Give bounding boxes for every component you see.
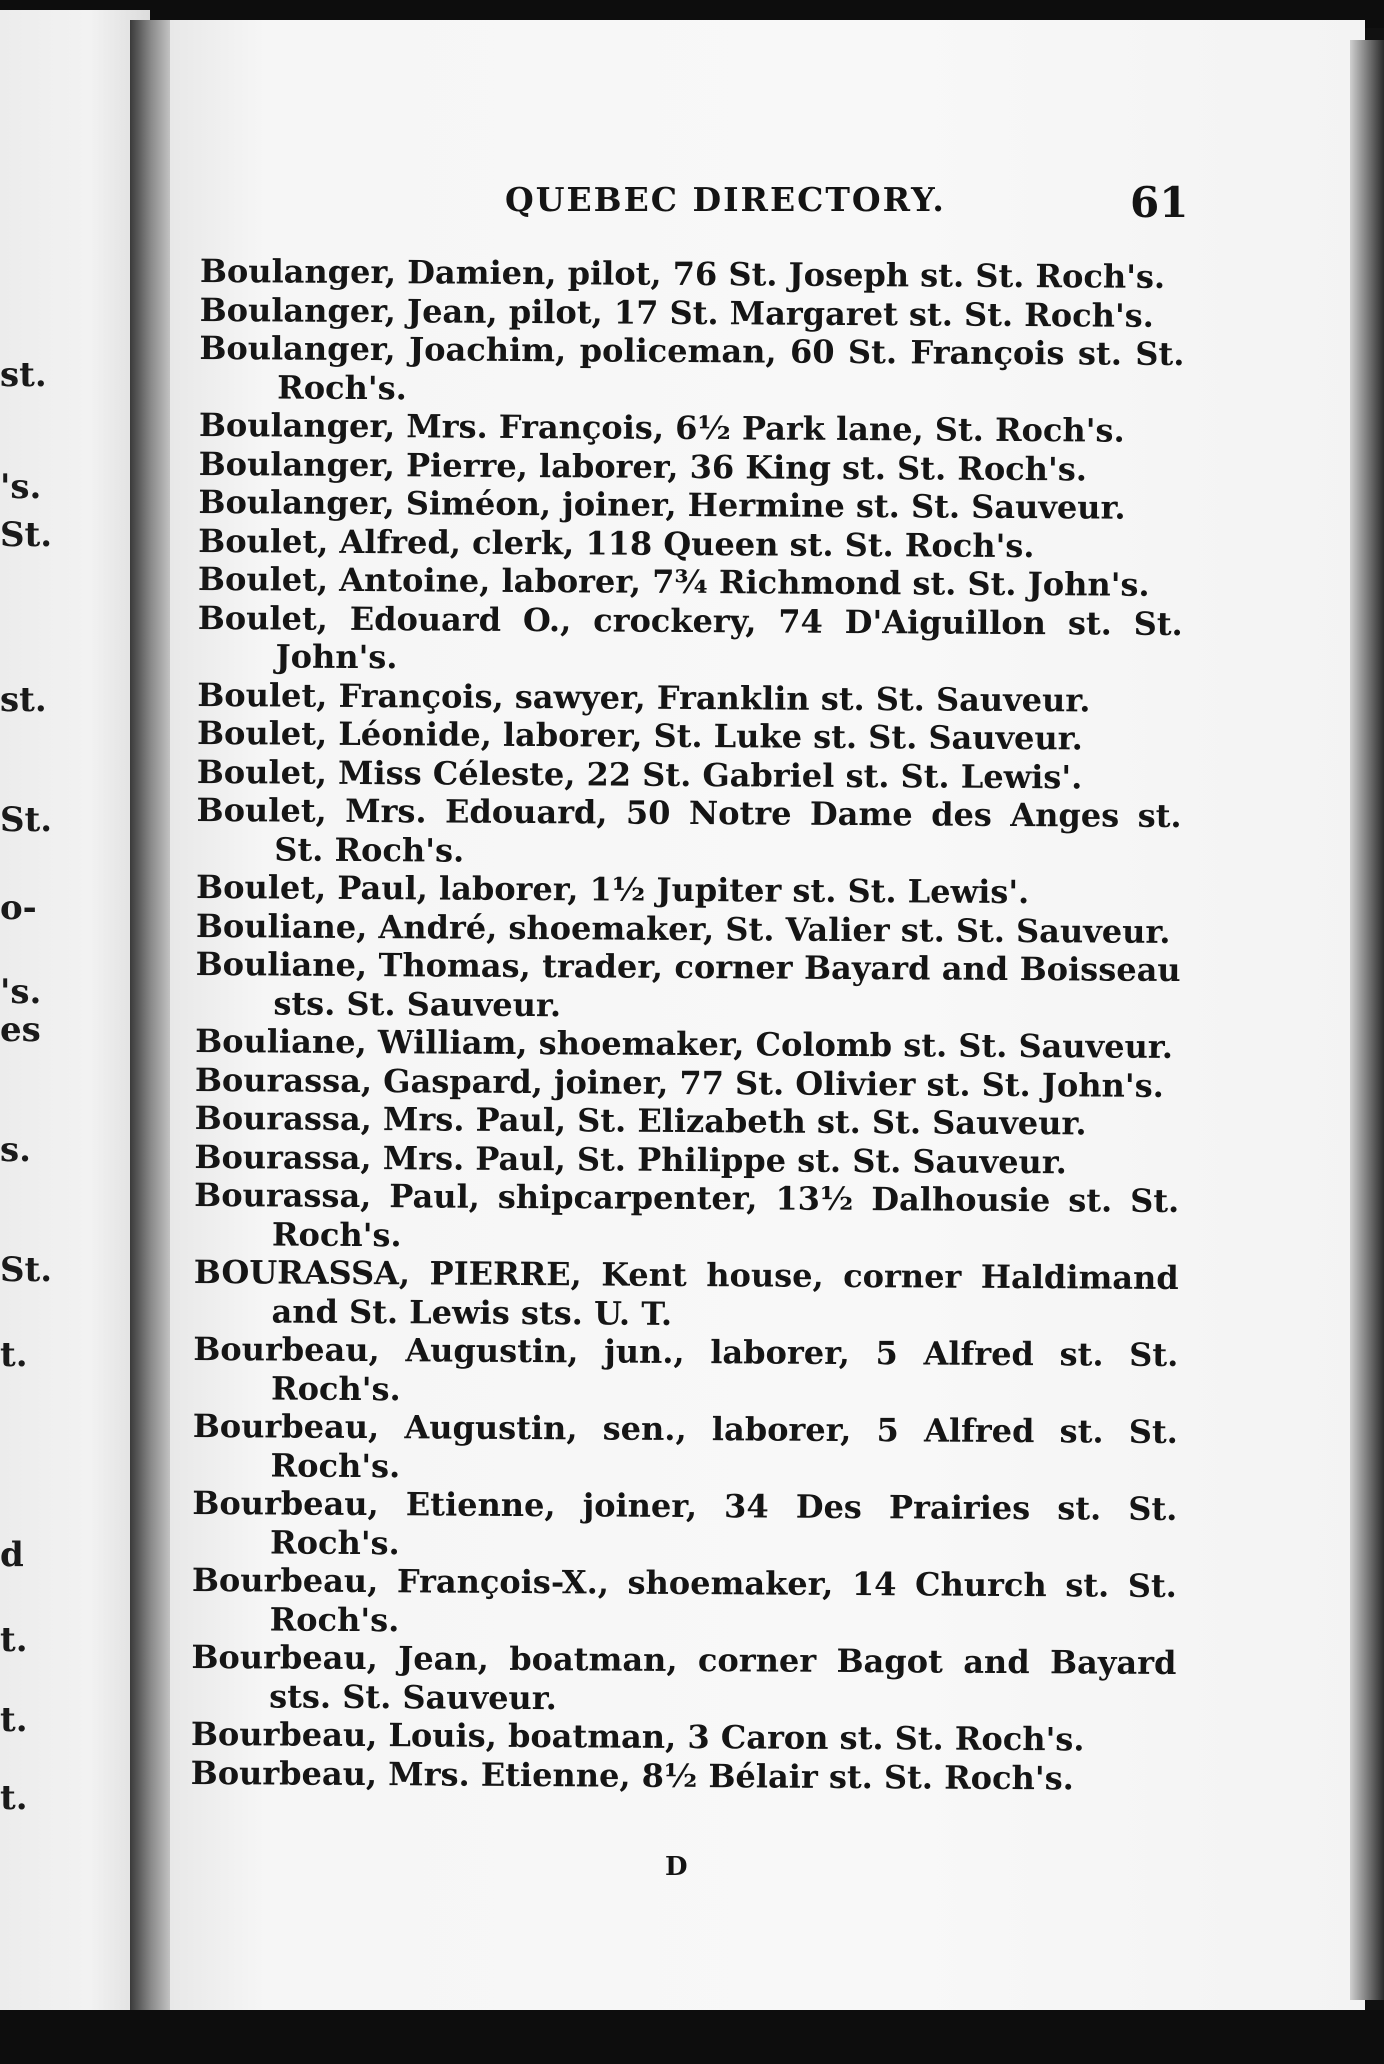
directory-entries	[191, 252, 1185, 1798]
left-page-fragment: St.	[0, 515, 53, 555]
directory-entry: Boulanger, Joachim, policeman, 60 St. François st. St. Roch's.	[199, 328, 1185, 407]
directory-entry: Boulanger, Pierre, laborer, 36 King st. St. Roch's.	[198, 444, 1088, 488]
left-page-fragment: es	[0, 1010, 41, 1050]
facing-page	[0, 10, 150, 2030]
directory-entry: Bourbeau, Augustin, sen., laborer, 5 Alfred st. St. Roch's.	[192, 1406, 1178, 1485]
directory-entry: Bouliane, André, shoemaker, St. Valier st. St. Sauveur.	[195, 906, 1171, 951]
directory-entry: Bourbeau, Augustin, jun., laborer, 5 Alfred st. St. Roch's.	[193, 1329, 1179, 1408]
directory-entry: Bouliane, William, shoemaker, Colomb st. St. Sauveur.	[195, 1021, 1174, 1066]
left-page-fragment: 's.	[0, 972, 42, 1012]
directory-entry: Boulanger, Jean, pilot, 17 St. Margaret st. St. Roch's.	[199, 290, 1154, 335]
left-page-fragment: t.	[0, 1700, 28, 1740]
left-page-fragment: 's.	[0, 467, 42, 507]
directory-entry: Boulet, François, sawyer, Franklin st. St. Sauveur.	[197, 675, 1091, 719]
directory-entry: Boulanger, Damien, pilot, 76 St. Joseph st. St. Roch's.	[199, 252, 1166, 296]
directory-entry: Boulet, Miss Céleste, 22 St. Gabriel st. St. Lewis'.	[196, 752, 1083, 796]
directory-entry: BOURASSA, PIERRE, Kent house, corner Haldimand and St. Lewis sts. U. T.	[193, 1252, 1179, 1333]
directory-entry: Boulet, Paul, laborer, 1½ Jupiter st. St. Lewis'.	[196, 867, 1030, 912]
directory-entry: Bourbeau, Mrs. Etienne, 8½ Bélair st. St. Roch's.	[190, 1753, 1074, 1797]
running-head: QUEBEC DIRECTORY.	[505, 180, 946, 219]
page-number: 61	[1130, 178, 1189, 227]
directory-entry: Boulet, Léonide, laborer, St. Luke st. St. Sauveur.	[196, 713, 1083, 758]
directory-entry: Bourbeau, François-X., shoemaker, 14 Church st. St. Roch's.	[191, 1560, 1177, 1639]
directory-entry: Boulet, Antoine, laborer, 7¾ Richmond st. St. John's.	[197, 559, 1150, 604]
directory-entry: Boulanger, Mrs. François, 6½ Park lane, St. Roch's.	[198, 405, 1125, 450]
directory-entry: Bourassa, Gaspard, joiner, 77 St. Olivier st. St. John's.	[194, 1060, 1164, 1105]
left-page-fragment: st.	[0, 680, 47, 720]
directory-entry: Bourassa, Mrs. Paul, St. Philippe st. St. Sauveur.	[194, 1137, 1067, 1181]
directory-entry: Boulanger, Siméon, joiner, Hermine st. St. Sauveur.	[198, 482, 1126, 527]
left-page-fragment: St.	[0, 800, 53, 840]
directory-entry: Bourbeau, Louis, boatman, 3 Caron st. St. Roch's.	[190, 1714, 1085, 1759]
directory-entry: Bourassa, Mrs. Paul, St. Elizabeth st. St. Sauveur.	[194, 1098, 1087, 1143]
left-page-fragment: d	[0, 1535, 24, 1575]
left-page-fragment: t.	[0, 1620, 28, 1660]
directory-entry: Boulet, Mrs. Edouard, 50 Notre Dame des Anges st. St. Roch's.	[196, 790, 1182, 870]
left-page-fragment: t.	[0, 1778, 28, 1818]
directory-entry: Boulet, Edouard O., crockery, 74 D'Aiguillon st. St. John's.	[197, 598, 1183, 677]
left-page-fragment: t.	[0, 1335, 28, 1375]
directory-entry: Bourassa, Paul, shipcarpenter, 13½ Dalhousie st. St. Roch's.	[194, 1175, 1180, 1254]
page-edge-shadow	[1350, 40, 1384, 2000]
signature-mark: D	[665, 1852, 688, 1882]
left-page-fragment: s.	[0, 1130, 31, 1170]
left-page-fragment: St.	[0, 1250, 53, 1290]
left-page-fragment: o-	[0, 888, 37, 928]
directory-entry: Boulet, Alfred, clerk, 118 Queen st. St. Roch's.	[198, 521, 1035, 565]
directory-entry: Bourbeau, Etienne, joiner, 34 Des Prairies st. St. Roch's.	[192, 1483, 1178, 1562]
left-page-fragment: st.	[0, 355, 47, 395]
scan-bottom-border	[0, 2010, 1384, 2064]
directory-entry: Bourbeau, Jean, boatman, corner Bagot and Bayard sts. St. Sauveur.	[191, 1637, 1177, 1717]
directory-entry: Bouliane, Thomas, trader, corner Bayard and Boisseau sts. St. Sauveur.	[195, 944, 1181, 1024]
